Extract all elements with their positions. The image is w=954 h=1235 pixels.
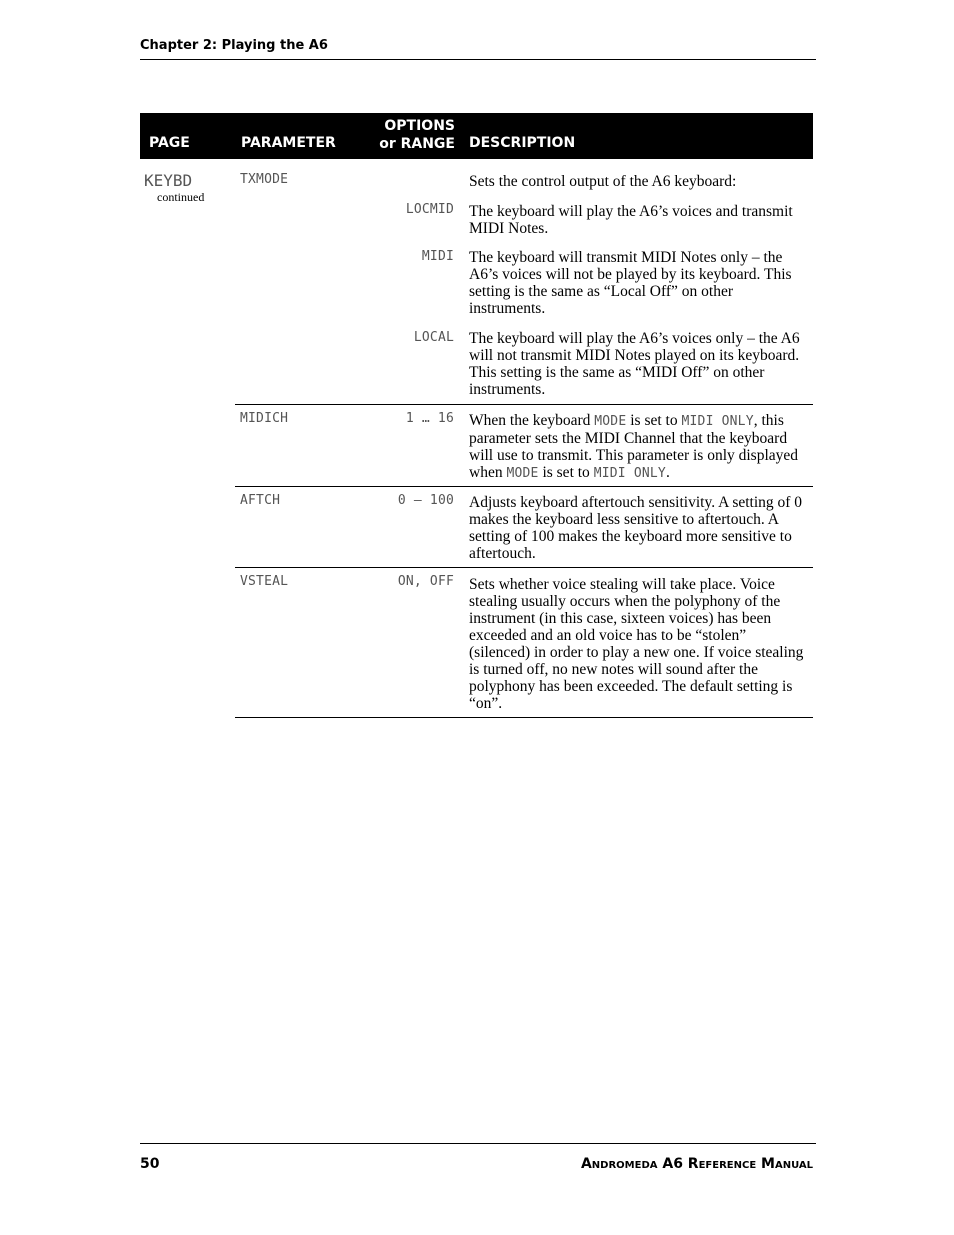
description-midich-text: is set to — [626, 412, 682, 429]
description-aftch: Adjusts keyboard aftertouch sensitivity. A setting of 0 makes the keyboard less sensitive to aftertouch. A setting of 100 makes the keyboard more sensitive to aftertouch. — [469, 494, 803, 562]
range-vsteal: ON, OFF — [397, 574, 454, 589]
range-midich: 1 … 16 — [405, 411, 454, 426]
table-bottom-rule — [235, 717, 813, 718]
header-divider — [140, 59, 816, 60]
chapter-title: Chapter 2: Playing the A6 — [140, 38, 328, 53]
column-header-page: PAGE — [149, 135, 190, 151]
range-aftch: 0 – 100 — [397, 493, 454, 508]
column-header-options-line2: or RANGE — [379, 136, 455, 152]
row-divider — [235, 404, 813, 405]
column-header-options — [379, 117, 455, 153]
parameter-txmode: TXMODE — [240, 172, 289, 187]
page-continued-note: continued — [157, 190, 205, 204]
description-txmode: Sets the control output of the A6 keyboard: — [469, 173, 737, 190]
column-header-options-line1: OPTIONS — [384, 118, 455, 134]
description-vsteal: Sets whether voice stealing will take place. Voice stealing usually occurs when the polyphony of the instrument (in this case, sixteen voices) has been exceeded and an old voice has to be “stolen” (silenced) in order to play a new one. If voice stealing is turned off, no new notes will sound after the polyphony has been exceeded. The default setting is “on”. — [469, 576, 804, 712]
page-name: KEYBD — [144, 171, 193, 190]
code-midi-only: MIDI ONLY — [681, 414, 754, 429]
parameter-aftch: AFTCH — [240, 493, 281, 508]
description-midich-text: When the keyboard — [469, 412, 595, 429]
code-midi-only: MIDI ONLY — [593, 466, 666, 481]
row-divider — [235, 567, 813, 568]
description-midi: The keyboard will transmit MIDI Notes only – the A6’s voices will not be played by its keyboard. This setting is the same as “Local Off” on other instruments. — [469, 249, 792, 317]
footer-divider — [140, 1143, 816, 1144]
description-local: The keyboard will play the A6’s voices only – the A6 will not transmit MIDI Notes played on its keyboard. This setting is the same as “MIDI Off” on other instruments. — [469, 330, 800, 398]
option-local: LOCAL — [413, 330, 454, 345]
parameter-midich: MIDICH — [240, 411, 289, 426]
option-midi: MIDI — [421, 249, 454, 264]
parameter-vsteal: VSTEAL — [240, 574, 289, 589]
table-header — [140, 113, 813, 159]
option-locmid: LOCMID — [405, 202, 454, 217]
code-mode: MODE — [594, 414, 627, 429]
description-midich-text: . — [665, 464, 670, 481]
description-midich — [469, 412, 809, 482]
page-number: 50 — [140, 1156, 160, 1172]
description-locmid: The keyboard will play the A6’s voices and transmit MIDI Notes. — [469, 203, 793, 237]
column-header-description: DESCRIPTION — [469, 135, 576, 151]
row-divider — [235, 486, 813, 487]
description-midich-text: , this parameter sets the MIDI Channel that the keyboard will use to transmit. This parameter is only displayed when — [469, 412, 799, 481]
code-mode: MODE — [506, 466, 539, 481]
column-header-parameter: PARAMETER — [241, 135, 336, 151]
description-midich-text: is set to — [538, 464, 594, 481]
manual-title: Andromeda A6 Reference Manual — [580, 1156, 813, 1172]
